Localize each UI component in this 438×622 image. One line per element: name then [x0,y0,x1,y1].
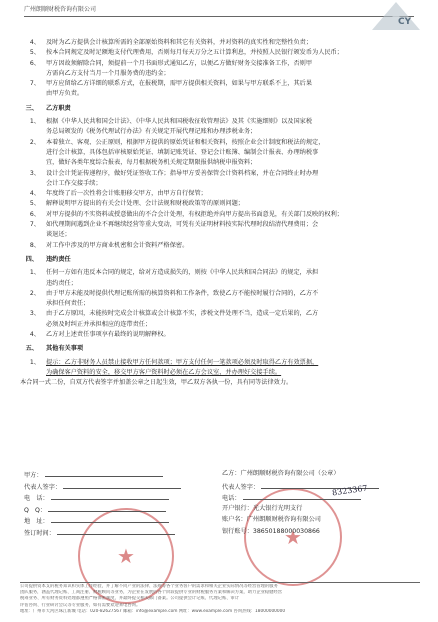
clause-line: 会计工作交接手续； [46,179,102,187]
party-a-label: 甲方： [24,472,43,479]
clause-line: 进行会计核算，具体包括审核原始凭证、填制记账凭证、登记会计账簿、编制会计报表、办理纳税事 [46,148,319,156]
party-a-addr-field[interactable] [51,514,169,523]
clause-line: 必须及时纠正并承担相应的连带责任； [46,320,152,328]
closing-statement: 本合同一式二份，自双方代表签字并加盖公章之日起生效，甲乙双方各执一份，具有同等法律效力。 [20,379,293,387]
clause-line: 8、 对工作中涉及的甲方商业机密和会计资料严格保密。 [29,241,189,249]
company-seal-left: ★ [78,508,174,604]
clause-line: 1、 提示：乙方非财务人员禁止接收甲方任何款项；甲方支付任何一笔款项必须及时取得乙方有效票据， [29,358,319,366]
clause-line: 务总局颁发的《税务代理试行办法》有关规定开展代理记账和办理涉税业务； [46,128,257,136]
clause-line: 违约责任； [46,279,77,287]
clause-line: 承担任何责任； [46,300,90,308]
party-b-tel-label: 电话： [222,495,241,502]
party-a-addr-label: 地 址： [24,518,49,525]
footer-text [20,584,420,615]
clause-line: 4、 及时为乙方提供会计核算所需的全部原始资料和其它有关资料，并对资料的真实性和完整性负责； [29,39,313,46]
company-seal-right: ★ [244,488,342,586]
signature-block [24,468,420,537]
party-a-rep-field[interactable] [63,480,181,489]
footer-line: 公司提供资本支的税务知识和实体工作经验，并了解不同产业的法律、法规等各个业务客户的需求和相关企业实际情况等经营管理的服务 [20,584,278,589]
party-a-tel-field[interactable] [51,491,169,500]
clause-line: 3、 设计会计凭证传递程序，做好凭证签收工作；指导甲方妥善保管会计资料档案，并在合同终止时办理 [29,169,319,177]
party-b-column [222,468,420,537]
party-b-account-name: 账户名：广州朗顺财税咨询有限公司 [222,516,321,523]
handwritten-number: 8323367 [331,483,369,498]
party-a-date-label: 签订时间： [24,529,55,537]
party-b-name: 乙方：广州朗顺财税咨询有限公司（公章） [222,470,340,477]
footer-line: 税筹业务、所有财务资料处理都遵照严格保密制度，并最终提交相关部门备案。公司提供会计记账、代理记账、审计 [20,596,240,602]
clause-line: 方需向乙方支付当月一个月服务费的违约金； [46,69,170,77]
footer-line: 地址：广州市天河区珠江新城 电话：020-82627567 邮箱：info@example.com 网址：www.example.com 咨询热线：18000000000 [20,608,286,614]
party-b-rep-label: 代表人签字： [222,483,260,491]
party-a-qq-field[interactable] [48,503,166,512]
party-a-qq-label: Q Q： [24,506,47,514]
clause-line: 由甲方负责。 [46,90,84,98]
section-heading: 四、 违约责任 [25,255,71,263]
party-b-bank: 开户银行：光大银行光明支行 [222,504,303,512]
footer-line: 团队服务，涵盖代理记账、工商注册、财税顾问等业务，为企业在发展的各个阶段提供专业的财税服务方案和解决方案，助力企业稳健经营 [20,590,283,596]
clause-line: 2、 本着独立、客观、公正原则，根据甲方提供的原始凭证和相关资料，按照企业会计制度和税法的规定， [29,138,325,146]
clause-line: 为确保客户资料的安全，移交甲方客户资料时必须在乙方会议室，并办理好交接手续。 [46,368,282,376]
party-b-account-no: 银行账号：38650188000030866 [222,527,320,535]
party-a-field[interactable] [45,468,163,477]
clause-line: 3、 由于乙方原因，未能按时完成会计核算或会计核算不实，涉税文件处理不当，造成一定后果的，乙方 [29,310,319,318]
contract-body [20,38,420,389]
section-heading: 五、 其他有关事项 [25,345,84,353]
clause-line: 7、 甲方应留给乙方详细的联系方式，在报税期，需甲方提供相关资料，如果与甲方联系不上，其后果 [29,80,313,88]
section-heading: 三、 乙方职责 [25,104,71,112]
header-rule [24,16,414,17]
party-a-column [24,468,222,537]
footer-line: 评估咨询、行业研讨会议等专业服务，如有需要欢迎来电咨询。 [20,602,141,608]
clause-line: 1、 任何一方如有违反本合同的规定，给对方造成损失的，则按《中华人民共和国合同法》的规定，承担 [29,269,319,277]
clause-line: 2、 由于甲方未能及时提供代理记账所需的核算资料和工作条件，致使乙方不能按时履行合同的，乙方不 [29,289,319,297]
clause-line: 5、 解释说明甲方提出的有关会计处理、会计法规和财税政策等的原则问题； [29,200,244,208]
party-a-rep-label: 代表人签字： [24,483,62,491]
footer-rule [20,582,420,583]
party-a-tel-label: 电 话： [24,495,49,502]
clause-line: 1、 根据《中华人民共和国会计法》、《中华人民共和国税收征收管理法》及其《实施细则》以及国家税 [29,118,313,126]
clause-line: 6、 对甲方提供的不实资料或授意做出的不合会计处理，有权拒绝并向甲方提出书面意见，有关部门反映的权利； [29,210,343,218]
svg-text:CY: CY [398,17,412,27]
clause-line: 谈退还； [46,231,71,239]
clause-line: 4、 乙方对上述责任事项享有最终的说明解释权。 [29,331,170,339]
clause-line: 6、 甲方因故须解除合同，须提前一个月书面形式通知乙方，以便乙方做好财务交接准备工作，否则甲 [29,59,313,67]
clause-line: 5、 按本合同规定及时足额地支付代理费用，否则每月每天万分之五计算利息，并按照人民银行颁发币为人民币； [29,49,343,57]
header-company-name: 广州朗顺财税咨询有限公司 [24,6,97,13]
company-logo-icon [368,0,424,34]
clause-line: 宜，做好各类年度综合报表，每月根据税务机关规定期限报供纳税申报资料； [46,159,257,167]
party-a-date-field[interactable] [57,526,175,535]
clause-line: 4、 年度终了后一次性将会计账册移交甲方，由甲方自行保管； [29,190,207,198]
clause-line: 7、 如代理期间遇到企业不再继续经营等重大变动，可凭有关证明材料按实际代理时段结清代理费用；会 [29,221,319,229]
